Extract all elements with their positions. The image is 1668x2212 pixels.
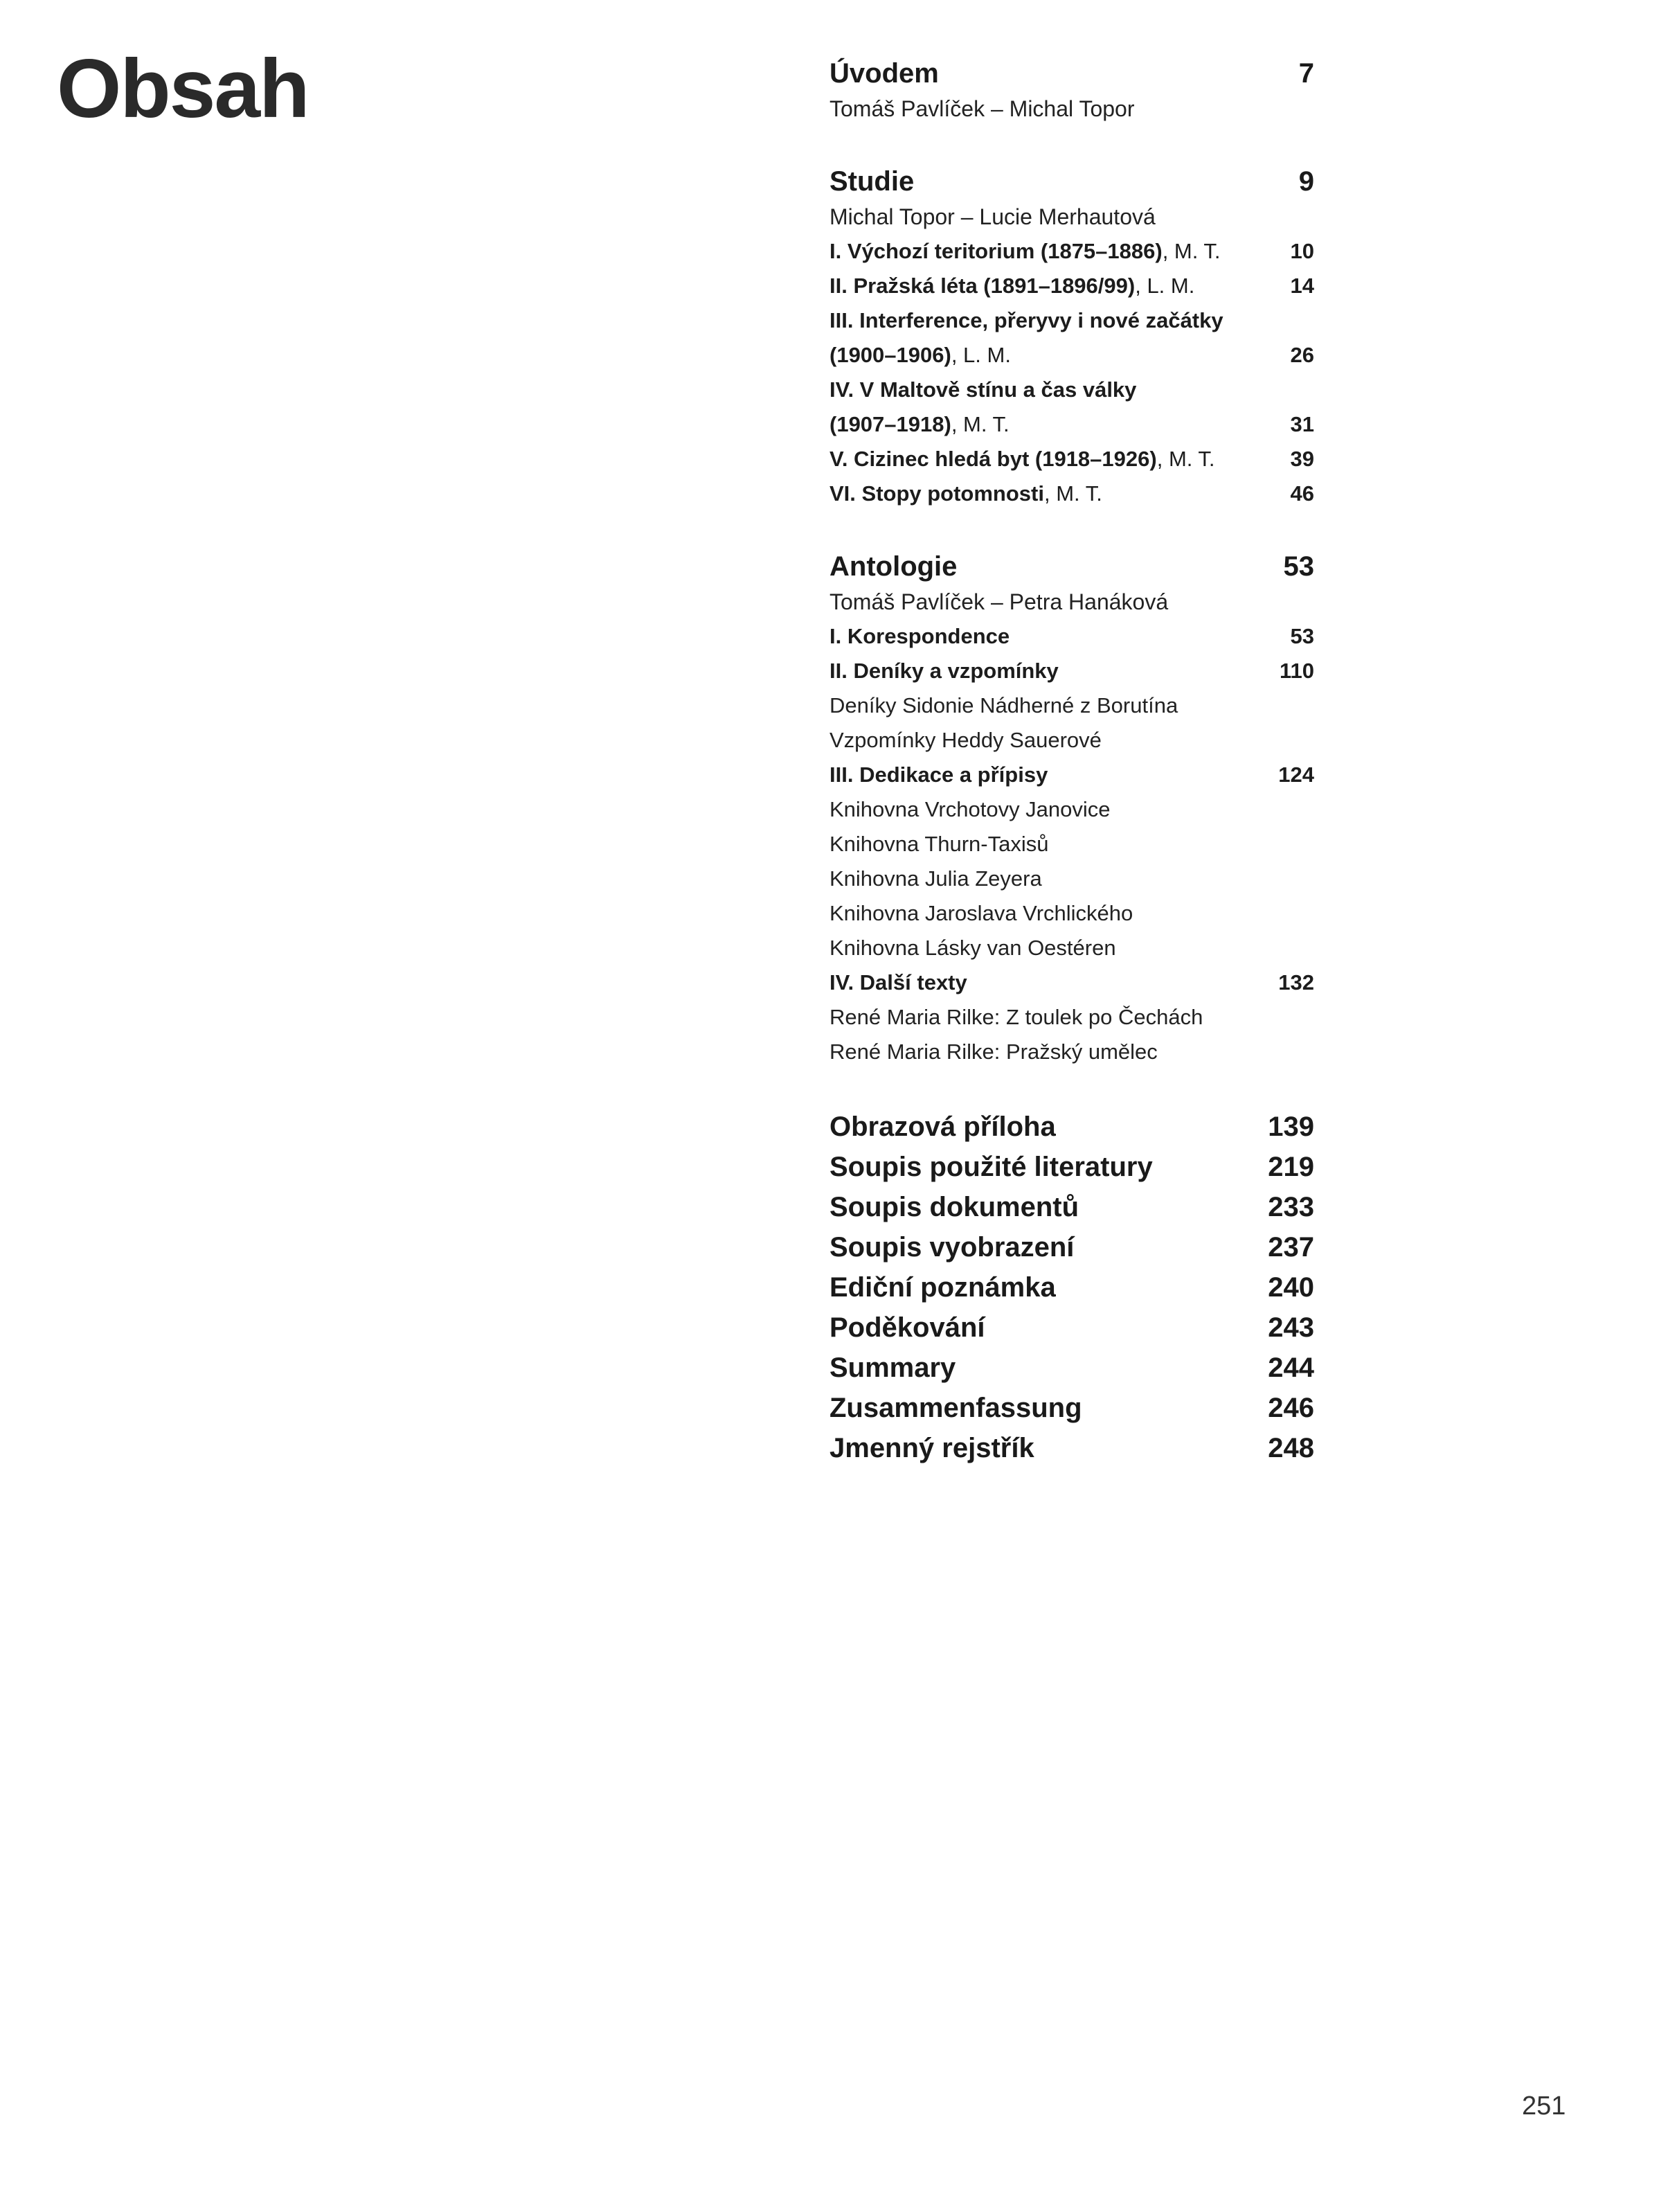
item-page: 237 [1268,1232,1314,1263]
item-label: Poděkování [829,1312,985,1343]
toc-subentry[interactable]: René Maria Rilke: Pražský umělec [829,1040,1158,1064]
item-page: 244 [1268,1353,1314,1383]
toc-entry[interactable] [829,303,1314,338]
entry-author: , M. T. [1044,481,1102,506]
section-heading[interactable] [829,548,1314,585]
entry-title: II. Deníky a vzpomínky [829,659,1059,683]
section-page: 9 [1298,166,1314,197]
item-page: 246 [1268,1393,1314,1423]
toc-subentry[interactable]: Knihovna Thurn-Taxisů [829,832,1049,856]
section-authors: Michal Topor – Lucie Merhautová [829,204,1156,229]
section-heading[interactable] [829,55,1314,91]
section-authors: Tomáš Pavlíček – Michal Topor [829,96,1135,121]
toc-back-item[interactable] [829,1308,1314,1348]
toc-back-item[interactable] [829,1227,1314,1267]
entry-title: V. Cizinec hledá byt (1918–1926) [829,447,1157,471]
entry-page: 110 [1279,659,1314,683]
toc-entry[interactable] [829,338,1314,373]
item-page: 139 [1268,1112,1314,1142]
table-of-contents [829,55,1314,1506]
toc-entry[interactable] [829,965,1314,1000]
entry-title: (1907–1918) [829,412,951,436]
toc-back-item[interactable] [829,1388,1314,1428]
item-page: 243 [1268,1312,1314,1343]
item-page: 233 [1268,1192,1314,1222]
section-uvodem [829,55,1314,126]
toc-entry[interactable] [829,654,1314,688]
item-page: 219 [1268,1152,1314,1182]
toc-subentry[interactable]: Knihovna Lásky van Oestéren [829,936,1116,960]
entry-page: 132 [1278,970,1314,994]
entry-title: IV. Další texty [829,970,967,994]
page-title: Obsah [57,42,309,135]
page-number: 251 [1522,2091,1566,2121]
entry-title: I. Korespondence [829,624,1010,648]
toc-back-item[interactable] [829,1428,1314,1468]
entry-author: , L. M. [951,343,1011,367]
entry-title: III. Interference, přeryvy i nové začátky [829,308,1223,332]
toc-subentry[interactable]: Knihovna Jaroslava Vrchlického [829,901,1133,925]
toc-entry[interactable] [829,407,1314,442]
entry-author: , M. T. [1162,239,1221,263]
section-title: Úvodem [829,58,939,89]
entry-title: IV. V Maltově stínu a čas války [829,377,1137,402]
section-title: Antologie [829,551,958,582]
entry-title: III. Dedikace a přípisy [829,762,1048,787]
entry-author: , M. T. [951,412,1010,436]
item-label: Jmenný rejstřík [829,1433,1034,1463]
item-label: Soupis dokumentů [829,1192,1079,1222]
section-studie [829,163,1314,511]
toc-back-item[interactable] [829,1348,1314,1388]
toc-entry[interactable] [829,758,1314,792]
entry-page: 31 [1290,412,1314,436]
toc-entry[interactable] [829,234,1314,269]
toc-entry[interactable] [829,373,1314,407]
toc-entry[interactable] [829,619,1314,654]
item-label: Soupis použité literatury [829,1152,1153,1182]
section-page: 7 [1298,58,1314,89]
section-authors: Tomáš Pavlíček – Petra Hanáková [829,589,1169,614]
toc-entry[interactable] [829,442,1314,476]
toc-back-item[interactable] [829,1147,1314,1187]
section-page: 53 [1283,551,1314,582]
item-label: Zusammenfassung [829,1393,1082,1423]
entry-author: , L. M. [1135,274,1195,298]
entry-title: I. Výchozí teritorium (1875–1886) [829,239,1163,263]
item-page: 240 [1268,1272,1314,1303]
entry-page: 124 [1278,762,1314,787]
toc-subentry[interactable]: Knihovna Vrchotovy Janovice [829,797,1111,821]
item-label: Ediční poznámka [829,1272,1056,1303]
entry-page: 53 [1290,624,1314,648]
toc-back-item[interactable] [829,1267,1314,1308]
entry-page: 39 [1290,447,1314,471]
section-heading[interactable] [829,163,1314,199]
item-page: 248 [1268,1433,1314,1463]
toc-entry[interactable] [829,269,1314,303]
section-title: Studie [829,166,915,197]
toc-subentry[interactable]: René Maria Rilke: Z toulek po Čechách [829,1005,1203,1029]
toc-subentry[interactable]: Knihovna Julia Zeyera [829,866,1042,891]
entry-title: (1900–1906) [829,343,951,367]
entry-page: 46 [1290,481,1314,506]
section-antologie [829,548,1314,1069]
toc-back-item[interactable] [829,1187,1314,1227]
toc-entry[interactable] [829,476,1314,511]
item-label: Summary [829,1353,956,1383]
toc-back-item[interactable] [829,1107,1314,1147]
entry-author: , M. T. [1156,447,1215,471]
entry-title: VI. Stopy potomnosti [829,481,1044,506]
item-label: Soupis vyobrazení [829,1232,1075,1263]
item-label: Obrazová příloha [829,1112,1056,1142]
entry-title: II. Pražská léta (1891–1896/99) [829,274,1136,298]
entry-page: 26 [1290,343,1314,367]
toc-subentry[interactable]: Vzpomínky Heddy Sauerové [829,728,1102,752]
toc-subentry[interactable]: Deníky Sidonie Nádherné z Borutína [829,693,1178,717]
entry-page: 10 [1290,239,1314,263]
entry-page: 14 [1290,274,1314,298]
section-back-matter [829,1107,1314,1468]
